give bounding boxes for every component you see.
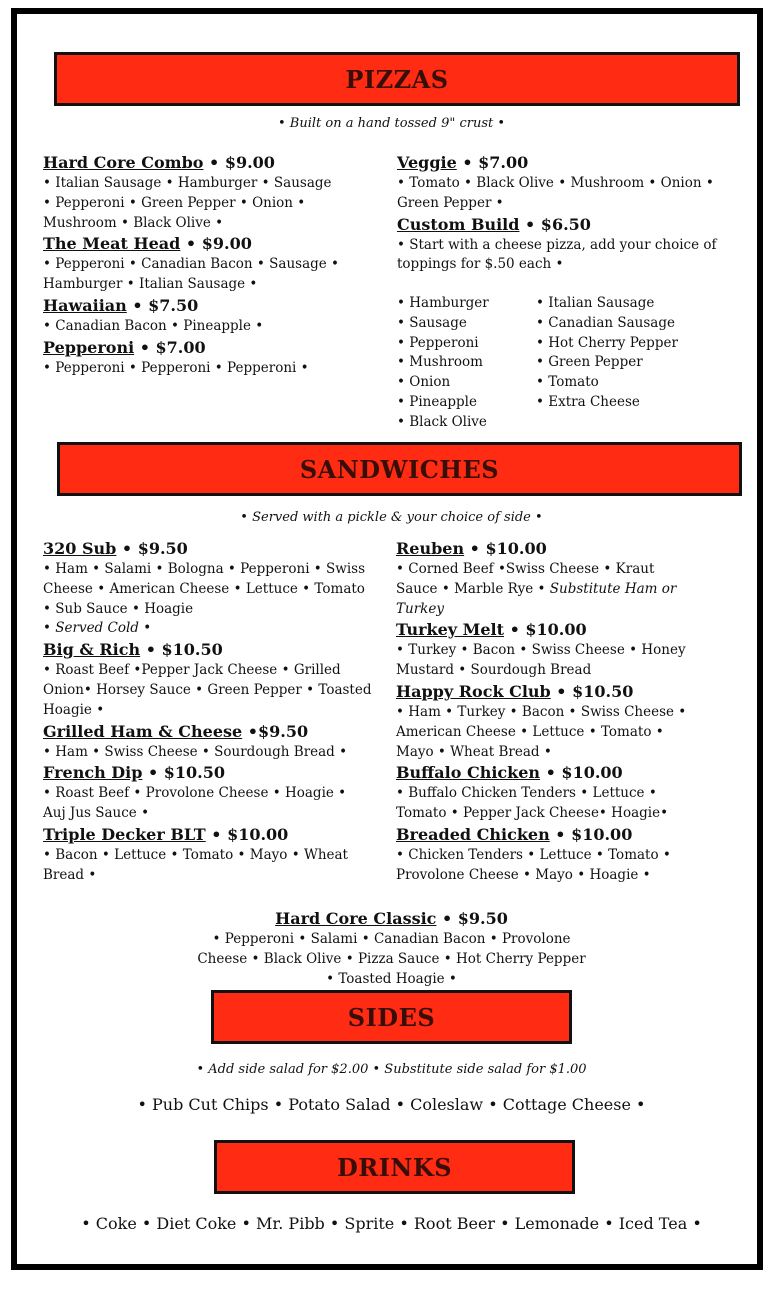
item-name: Reuben [396, 539, 465, 558]
item-price: • $7.00 [456, 153, 529, 172]
item-name: Triple Decker BLT [43, 824, 206, 844]
topping-item: • Green Pepper [536, 354, 643, 371]
menu-item [43, 295, 343, 337]
item-extra: • Served Cold • [43, 620, 152, 637]
item-description: • Canadian Bacon • Pineapple • [43, 317, 264, 334]
sides-banner [211, 990, 572, 1044]
item-price: • $10.00 [464, 539, 547, 558]
item-name: 320 Sub [43, 539, 117, 558]
menu-item [43, 337, 343, 379]
item-description: • Roast Beef •Pepper Jack Cheese • Grilled Onion• Horsey Sauce • Green Pepper • Toasted Hoagie • [43, 662, 372, 718]
drinks-list: • Coke • Diet Coke • Mr. Pibb • Sprite • Root Beer • Lemonade • Iced Tea • [81, 1214, 702, 1233]
sandwiches-header: SANDWICHES [299, 454, 500, 484]
item-name: French Dip [43, 763, 143, 783]
item-description-text: • Corned Beef •Swiss Cheese • Kraut Sauce • Marble Rye • [396, 561, 655, 597]
topping-item: • Pineapple [397, 393, 477, 410]
menu-item [396, 681, 696, 762]
item-name: Hard Core Combo [43, 153, 204, 172]
topping-item: • Italian Sausage [536, 295, 655, 311]
menu-item [396, 762, 696, 824]
pizzas-header: PIZZAS [345, 64, 449, 94]
item-name: Custom Build [397, 214, 520, 234]
sides-list: • Pub Cut Chips • Potato Salad • Coleslaw • Cottage Cheese • [137, 1095, 646, 1114]
menu-item [43, 538, 373, 639]
topping-item: • Tomato [536, 374, 599, 391]
item-name: Hard Core Classic [275, 909, 437, 928]
item-description: • Ham • Swiss Cheese • Sourdough Bread • [43, 743, 348, 760]
drinks-banner [214, 1140, 575, 1194]
item-description: • Italian Sausage • Hamburger • Sausage • Pepperoni • Green Pepper • Onion • Mushroom • Black Olive • [43, 175, 332, 231]
item-description: • Bacon • Lettuce • Tomato • Mayo • Wheat Bread • [43, 846, 348, 883]
item-name: Grilled Ham & Cheese [43, 721, 243, 741]
classic-item [0, 908, 783, 989]
item-price: • $9.00 [180, 234, 252, 254]
item-price: • $10.00 [540, 763, 623, 783]
topping-item: • Sausage [397, 314, 467, 331]
item-price: • $9.50 [116, 539, 188, 558]
item-name: Turkey Melt [396, 620, 504, 640]
pizzas-banner [54, 52, 740, 106]
pizzas-left-column [43, 152, 343, 379]
topping-item: • Extra Cheese [536, 393, 640, 410]
menu-item [43, 152, 343, 233]
item-description: • Ham • Turkey • Bacon • Swiss Cheese • American Cheese • Lettuce • Tomato • Mayo • Wheat Bread • [396, 703, 687, 760]
menu-item [397, 152, 727, 214]
item-price: • $10.00 [504, 620, 587, 640]
item-description: • Start with a cheese pizza, add your choice of toppings for $.50 each • [397, 236, 717, 273]
item-description: • Ham • Salami • Bologna • Pepperoni • Swiss Cheese • American Cheese • Lettuce • Tomato • Sub Sauce • Hoagie [43, 561, 366, 617]
toppings-list-1 [397, 294, 537, 433]
sides-note: • Add side salad for $2.00 • Substitute side salad for $1.00 [196, 1062, 587, 1077]
sandwiches-banner [57, 442, 742, 496]
item-name: Hawaiian [43, 295, 127, 315]
item-extra: Substitute Ham or Turkey [396, 580, 677, 617]
menu-item [397, 214, 727, 276]
item-price: • $6.50 [519, 214, 591, 234]
item-name: Pepperoni [43, 337, 135, 357]
menu-item [43, 233, 343, 295]
pizzas-note: • Built on a hand tossed 9" crust • [277, 116, 506, 131]
menu-item [43, 824, 373, 886]
topping-item: • Black Olive [397, 413, 487, 430]
item-description: • Tomato • Black Olive • Mushroom • Onion • Green Pepper • [397, 175, 714, 211]
item-description: • Buffalo Chicken Tenders • Lettuce • Tomato • Pepper Jack Cheese• Hoagie• [396, 785, 669, 822]
item-price: • $10.50 [142, 763, 226, 783]
item-name: Veggie [397, 153, 457, 172]
item-description: • Turkey • Bacon • Swiss Cheese • Honey Mustard • Sourdough Bread [396, 642, 686, 679]
menu-item [43, 762, 373, 824]
item-name: Happy Rock Club [396, 681, 551, 701]
item-price: • $10.50 [550, 681, 634, 701]
menu-item [396, 619, 696, 681]
topping-item: • Pepperoni [397, 334, 479, 351]
sandwiches-right-column [396, 538, 696, 886]
item-name: Buffalo Chicken [396, 763, 541, 783]
drinks-header: DRINKS [336, 1152, 453, 1182]
item-price: • $9.50 [436, 909, 508, 928]
item-description: • Pepperoni • Canadian Bacon • Sausage • Hamburger • Italian Sausage • [43, 256, 339, 293]
menu-item [43, 639, 373, 720]
item-price: • $10.00 [205, 824, 289, 844]
item-description: • Pepperoni • Pepperoni • Pepperoni • [43, 359, 309, 376]
item-name: Big & Rich [43, 640, 141, 660]
topping-item: • Onion [397, 374, 451, 391]
item-description: • Chicken Tenders • Lettuce • Tomato • Provolone Cheese • Mayo • Hoagie • [396, 846, 671, 883]
item-name: Breaded Chicken [396, 824, 550, 844]
item-price: • $7.50 [126, 295, 199, 315]
item-description: • Pepperoni • Salami • Canadian Bacon • Provolone Cheese • Black Olive • Pizza Sauce • Hot Cherry Pepper • Toasted Hoagie • [197, 931, 586, 987]
topping-item: • Hamburger [397, 295, 489, 311]
sides-header: SIDES [347, 1002, 436, 1032]
item-price: • $9.00 [203, 153, 275, 172]
menu-item [396, 824, 696, 886]
item-price: • $7.00 [134, 337, 206, 357]
item-price: • $10.50 [140, 640, 223, 660]
sandwiches-left-column [43, 538, 373, 886]
menu-item [396, 538, 696, 619]
sandwiches-note: • Served with a pickle & your choice of side • [240, 510, 543, 525]
item-description: • Roast Beef • Provolone Cheese • Hoagie • Auj Jus Sauce • [43, 785, 347, 822]
item-price: • $10.00 [549, 824, 633, 844]
topping-item: • Canadian Sausage [536, 314, 675, 331]
item-name: The Meat Head [43, 234, 181, 254]
menu-item [43, 721, 373, 763]
item-description [396, 560, 696, 619]
toppings-list-2 [536, 294, 726, 413]
topping-item: • Mushroom [397, 354, 483, 371]
item-price: •$9.50 [242, 721, 309, 741]
topping-item: • Hot Cherry Pepper [536, 334, 678, 351]
pizzas-right-column [397, 152, 727, 275]
